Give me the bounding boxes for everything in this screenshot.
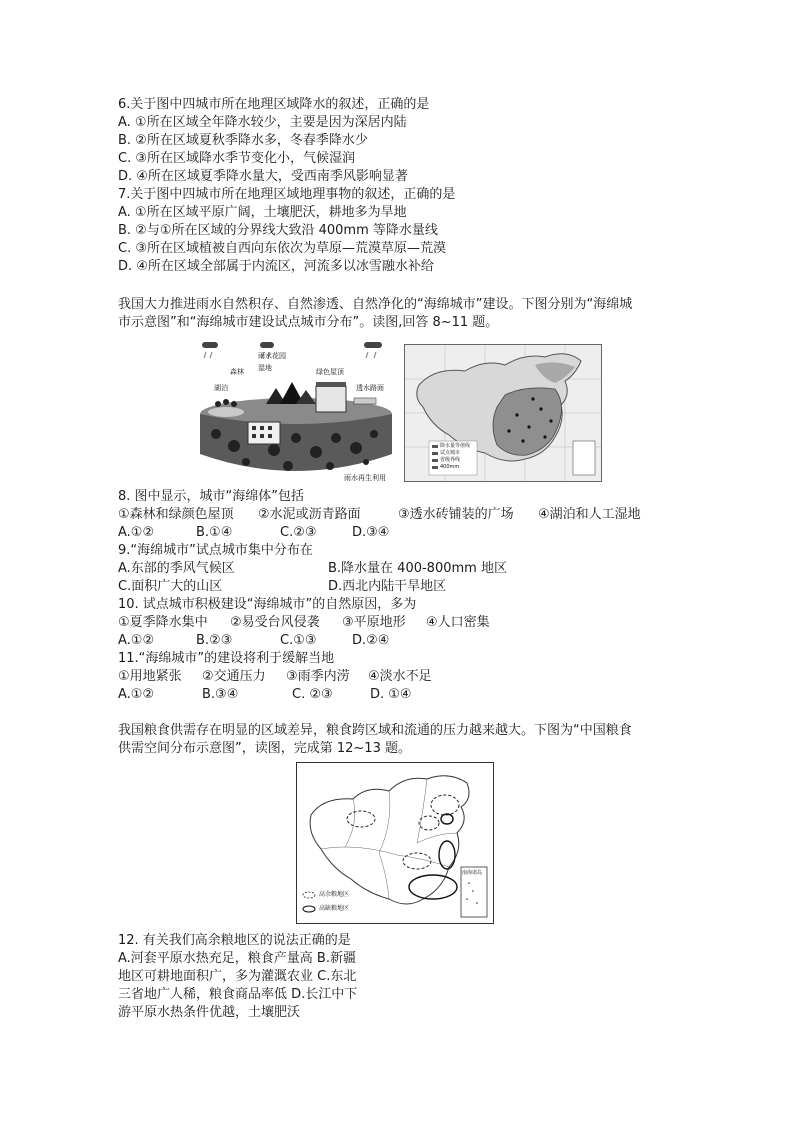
q7-stem: 7.关于图中四城市所在地理区域地理事物的叙述，正确的是	[118, 187, 456, 202]
legend-isohyet: 降水量等值线	[440, 443, 471, 449]
q12-line1: A.河套平原水热充足，粮食产量高 B.新疆	[118, 951, 356, 966]
legend-pilot-city: 试点城市	[440, 450, 461, 456]
q9-row-cd	[118, 578, 618, 596]
q8-item-1: ①森林和绿颜色屋顶	[118, 507, 234, 522]
q9-option-b: B.降水量在 400-800mm 地区	[328, 561, 507, 576]
q12-line4: 游平原水热条件优越，土壤肥沃	[118, 1005, 301, 1020]
q8-options	[118, 524, 518, 542]
q11-option-c: C. ②③	[292, 687, 333, 702]
q8-stem: 8. 图中显示，城市“海绵体”包括	[118, 489, 305, 504]
intro-sponge-line1: 我国大力推进雨水自然积存、自然渗透、自然净化的“海绵城市”建设。下图分别为“海绵城	[118, 297, 633, 312]
q9-stem: 9.“海绵城市”试点城市集中分布在	[118, 543, 313, 558]
q7-option-c: C. ③所在区域植被自西向东依次为草原—荒漠草原—荒漠	[118, 241, 446, 256]
q6-option-c: C. ③所在区域降水季节变化小，气候湿润	[118, 151, 355, 166]
q10-item-1: ①夏季降水集中	[118, 615, 208, 630]
south-china-sea-inset-label: 南海诸岛	[462, 870, 483, 876]
q12-stem: 12. 有关我们高余粮地区的说法正确的是	[118, 933, 351, 948]
intro-sponge-line2: 市示意图”和“海绵城市建设试点城市分布”。读图,回答 8~11 题。	[118, 315, 499, 330]
q8-item-4: ④湖泊和人工湿地	[538, 507, 641, 522]
legend-high-deficit: 高缺粮地区	[319, 905, 350, 912]
label-permeable-road: 透水路面	[356, 384, 384, 392]
q8-item-2: ②水泥或沥青路面	[258, 507, 361, 522]
q10-option-a: A.①②	[118, 633, 155, 648]
grain-supply-map	[296, 762, 494, 924]
q10-item-3: ③平原地形	[342, 615, 406, 630]
q11-stem: 11.“海绵城市”的建设将利于缓解当地	[118, 651, 335, 666]
q12-line2: 地区可耕地面积广，多为灌溉农业 C.东北	[118, 969, 357, 984]
q8-item-3: ③透水砖铺装的广场	[398, 507, 514, 522]
q11-item-4: ④淡水不足	[368, 669, 432, 684]
q6-stem: 6.关于图中四城市所在地理区域降水的叙述，正确的是	[118, 97, 430, 112]
q8-option-a: A.①②	[118, 525, 155, 540]
q9-option-a: A.东部的季风气候区	[118, 561, 235, 576]
q10-option-b: B.②③	[196, 633, 233, 648]
q9-option-d: D.西北内陆干旱地区	[328, 579, 447, 594]
label-rain-garden: 雨水花园	[258, 352, 286, 360]
q10-option-d: D.②④	[352, 633, 390, 648]
q10-items	[118, 614, 618, 632]
intro-grain-line1: 我国粮食供需存在明显的区域差异，粮食跨区域和流通的压力越来越大。下图为“中国粮食	[118, 723, 632, 738]
q6-option-b: B. ②所在区域夏秋季降水多，冬春季降水少	[118, 133, 368, 148]
q11-items	[118, 668, 618, 686]
q8-option-d: D.③④	[352, 525, 390, 540]
q6-option-d: D. ④所在区域夏季降水量大，受西南季风影响显著	[118, 169, 408, 184]
label-rainwater-reuse: 雨水再生利用	[344, 474, 386, 482]
q11-option-d: D. ①④	[370, 687, 412, 702]
q11-item-3: ③雨季内涝	[286, 669, 350, 684]
label-forest: 森林	[230, 368, 244, 376]
q9-row-ab	[118, 560, 618, 578]
q10-item-4: ④人口密集	[426, 615, 490, 630]
intro-grain-line2: 供需空间分布示意图”，读图，完成第 12~13 题。	[118, 741, 411, 756]
q6-option-a: A. ①所在区域全年降水较少，主要是因为深居内陆	[118, 115, 407, 130]
q12-line3: 三省地广人稀，粮食商品率低 D.长江中下	[118, 987, 358, 1002]
q8-option-c: C.②③	[280, 525, 317, 540]
sponge-city-illustration	[196, 338, 396, 486]
china-grain-map	[297, 763, 493, 923]
q7-option-b: B. ②与①所在区域的分界线大致沿 400mm 等降水量线	[118, 223, 438, 238]
q9-option-c: C.面积广大的山区	[118, 579, 223, 594]
label-green-roof: 绿色屋顶	[316, 368, 344, 376]
q10-stem: 10. 试点城市积极建设“海绵城市”的自然原因，多为	[118, 597, 417, 612]
legend-province-line: 省级界线	[440, 457, 461, 463]
q11-option-b: B.③④	[202, 687, 239, 702]
sponge-city-figure	[196, 338, 396, 486]
legend-400mm: 400mm	[440, 464, 460, 470]
q11-item-2: ②交通压力	[202, 669, 266, 684]
label-lake: 湖泊	[214, 384, 228, 392]
q7-option-a: A. ①所在区域平原广阔，土壤肥沃，耕地多为旱地	[118, 205, 407, 220]
q10-option-c: C.①③	[280, 633, 317, 648]
q7-option-d: D. ④所在区域全部属于内流区，河流多以冰雪融水补给	[118, 259, 434, 274]
q11-options	[118, 686, 518, 704]
legend-high-surplus: 高余粮地区	[319, 891, 350, 898]
q11-item-1: ①用地紧张	[118, 669, 182, 684]
china-rainfall-map	[405, 345, 601, 481]
q11-option-a: A.①②	[118, 687, 155, 702]
q10-options	[118, 632, 518, 650]
q8-items	[118, 506, 658, 524]
pilot-city-map	[404, 344, 602, 482]
q8-option-b: B.①④	[196, 525, 233, 540]
label-wetland: 湿地	[258, 364, 272, 372]
q10-item-2: ②易受台风侵袭	[230, 615, 320, 630]
